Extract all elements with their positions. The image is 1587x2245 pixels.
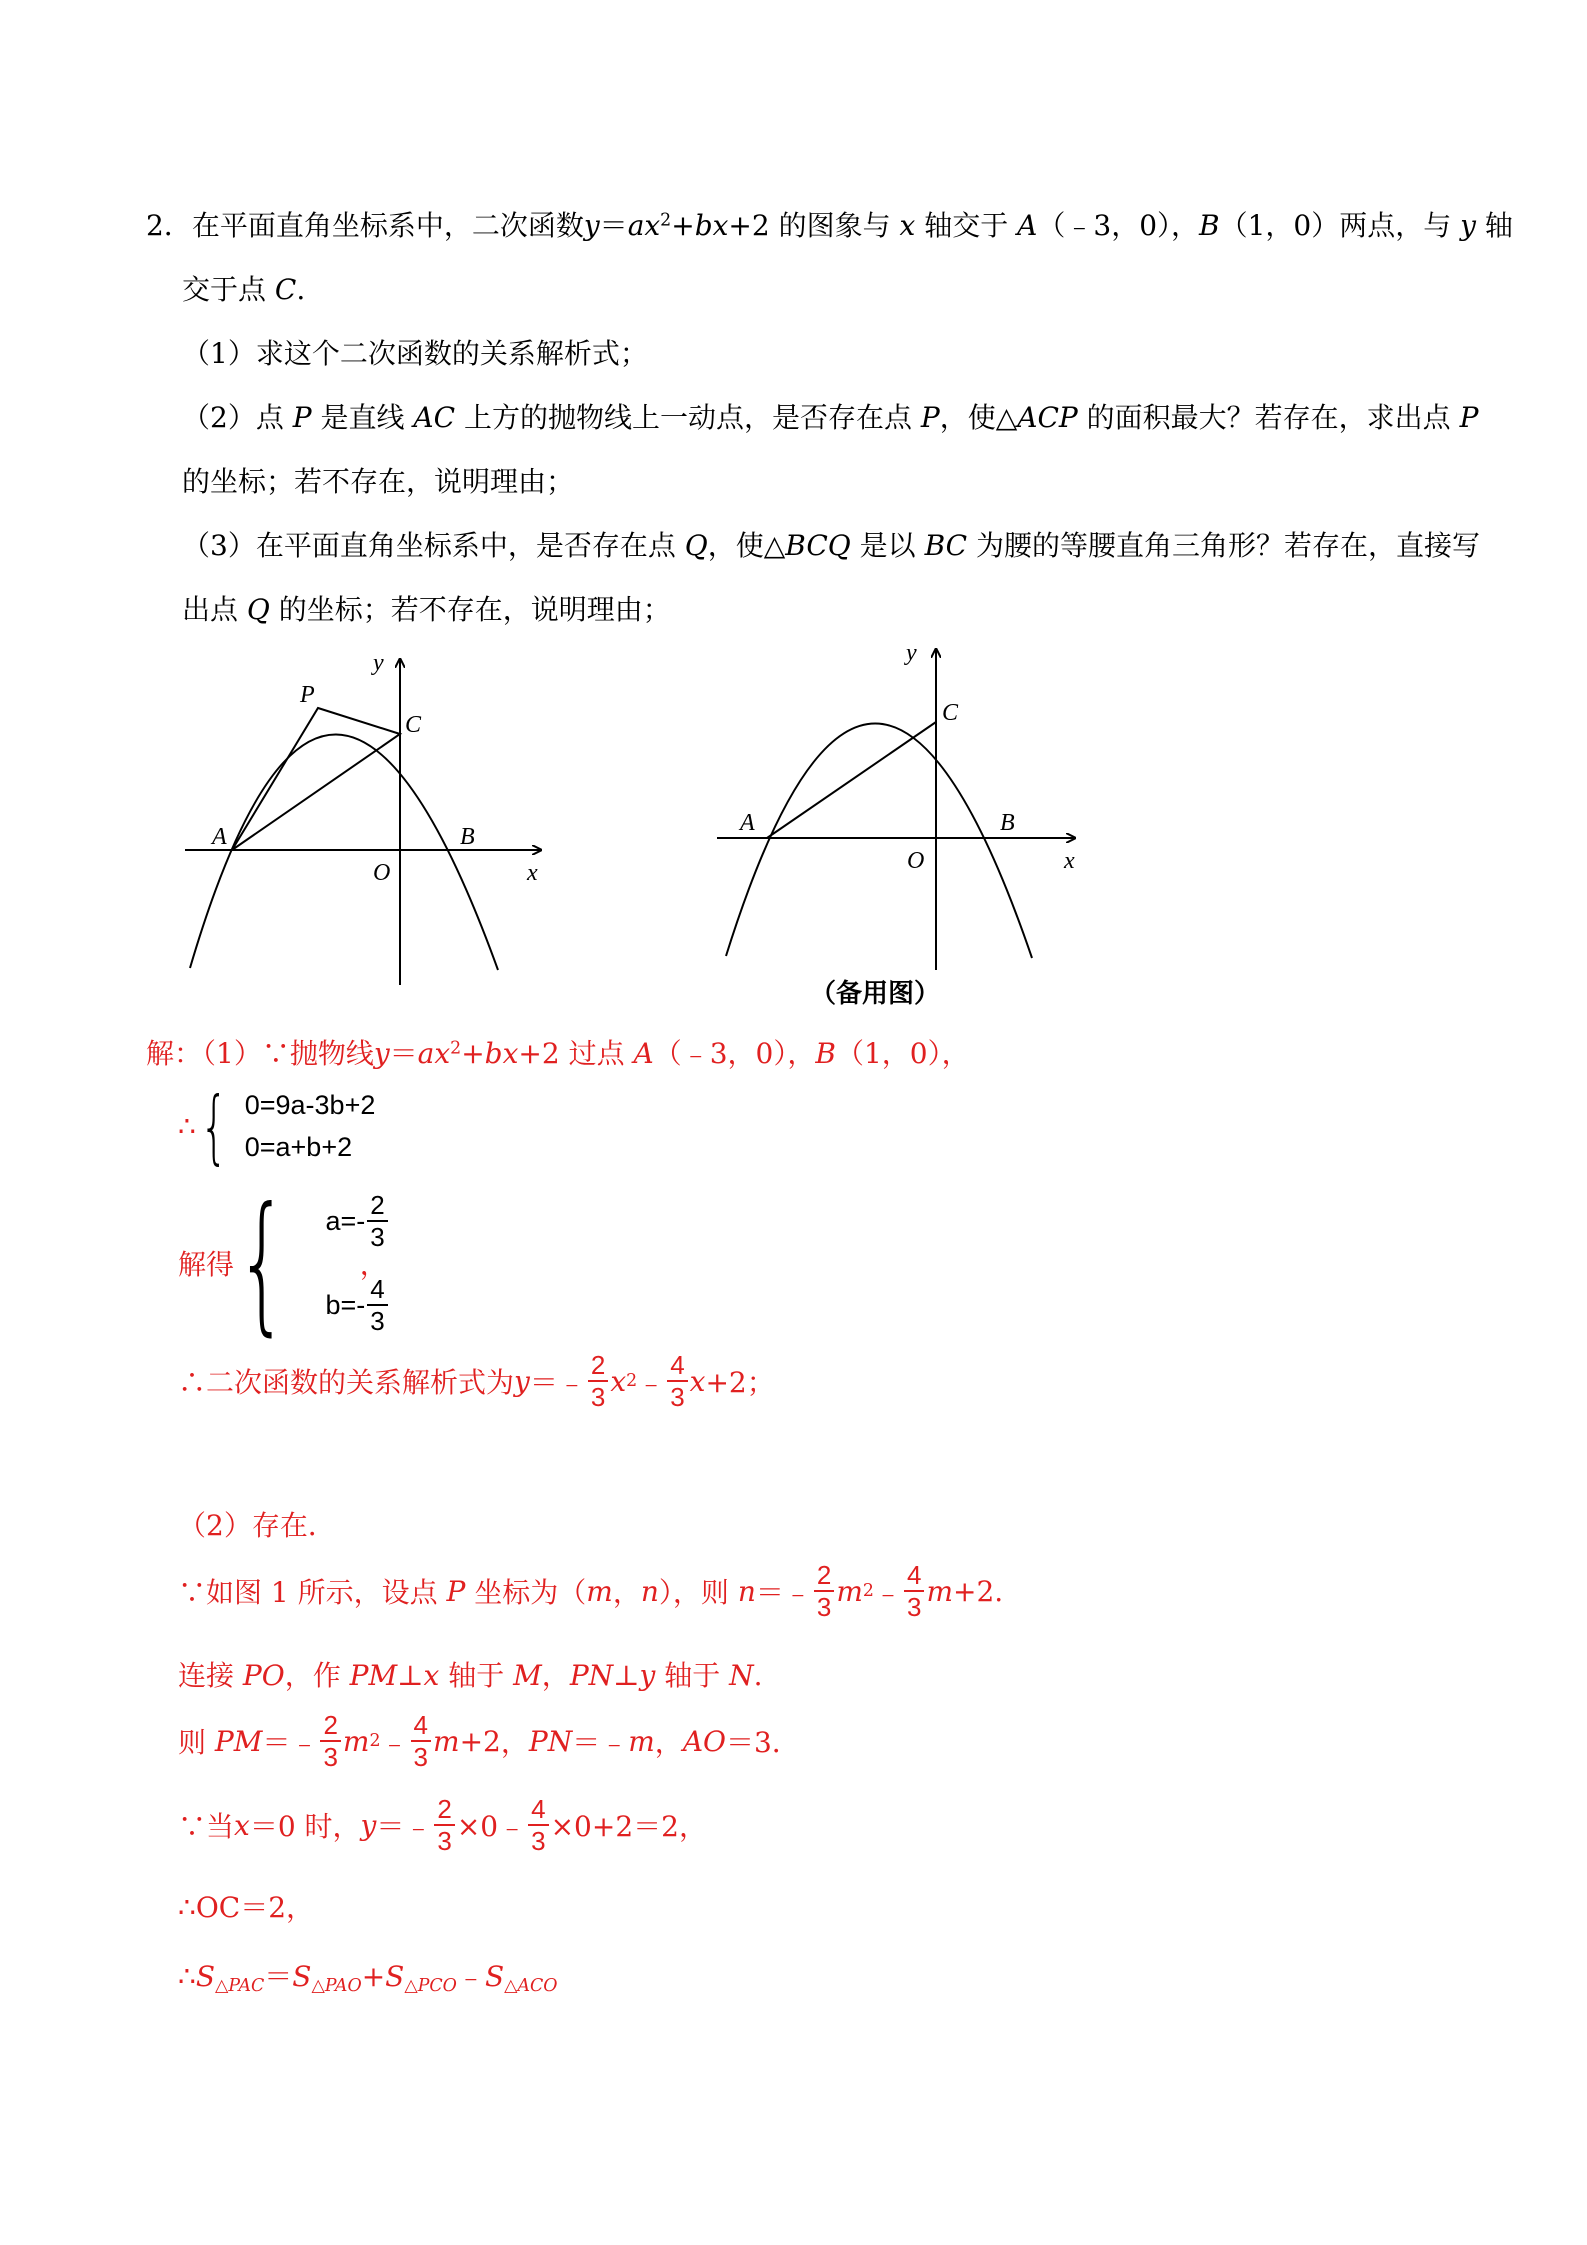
- label-o: O: [907, 848, 925, 874]
- solution-x-zero: ∵当 x ＝0 时， y ＝﹣ $\frac{2}{3}$ ×0﹣ $\frac{4}{3}$ ×0+2＝2，: [178, 1794, 707, 1856]
- figure-2: [712, 640, 1092, 1020]
- solution-area-formula: $\therefore S_{\triangle PAC}=S_{\triangle PAO}+S_{\triangle PCO}﹣S_{\triangle ACO}$: [178, 1960, 558, 1997]
- label-x: x: [1064, 848, 1075, 874]
- solution-values: 解得 { a=‑ $\frac{2}{3}$ b=‑ $\frac{4}{3}$ ，: [178, 1176, 388, 1350]
- solution-line-1: 解：（1）∵抛物线$y=ax^2+bx+2$ 过点 A（﹣3，0），B（1，0），: [146, 1037, 970, 1070]
- label-a: A: [212, 824, 227, 850]
- label-y: y: [373, 650, 384, 676]
- label-p: P: [300, 682, 315, 708]
- figure-1: [180, 640, 560, 990]
- figure-caption: （备用图）: [810, 979, 941, 1009]
- solution-connect-po: 连接 PO，作 PM⊥x 轴于 M，PN⊥y 轴于 N.: [178, 1659, 763, 1692]
- solution-p-coordinates: ∵如图 1 所示，设点 P 坐标为（ m ， n ），则 n ＝﹣ $\frac{2}{3}$ m 2 ﹣ $\frac{4}{3}$ m +2.: [178, 1560, 1004, 1622]
- label-c: C: [405, 712, 422, 738]
- label-o: O: [373, 860, 391, 886]
- parabola-curve: [190, 734, 498, 970]
- result-expression: ∴二次函数的关系解析式为 y ＝﹣ $\frac{2}{3}$ x 2 ﹣ $\frac{4}{3}$ x +2；: [178, 1350, 775, 1412]
- problem-number: 2．: [146, 209, 192, 242]
- solution-oc: ∴OC＝2，: [178, 1891, 315, 1924]
- segment-ac: [767, 722, 936, 838]
- solve-label: 解得: [178, 1248, 235, 1281]
- fraction-a: $\frac{2}{3}$: [367, 1190, 387, 1252]
- label-x: x: [527, 860, 538, 886]
- parabola-curve: [726, 723, 1032, 958]
- question-3-line-2: 出点 Q 的坐标；若不存在，说明理由；: [182, 593, 671, 626]
- triangle-apc: [232, 708, 400, 850]
- label-y: y: [906, 640, 917, 666]
- label-a: A: [740, 810, 755, 836]
- problem-line-1: 2．在平面直角坐标系中，二次函数$y=ax^2+bx+2$ 的图象与 x 轴交于 A（﹣3，0），B（1，0）两点，与 y 轴: [146, 209, 1513, 242]
- question-1: （1）求这个二次函数的关系解析式；: [182, 337, 648, 370]
- equation-1: 0=9a‑3b+2: [244, 1090, 376, 1120]
- question-2-line-2: 的坐标；若不存在，说明理由；: [182, 465, 575, 498]
- problem-line-2: 交于点 C.: [182, 273, 306, 306]
- equation-system: ∴ { 0=9a‑3b+2 0=a+b+2: [178, 1080, 376, 1173]
- therefore-symbol: ∴: [178, 1110, 196, 1143]
- equation-2: 0=a+b+2: [244, 1132, 353, 1162]
- fraction-b: $\frac{4}{3}$: [367, 1274, 387, 1336]
- solution-pm-pn: 则 PM ＝﹣ $\frac{2}{3}$ m 2 ﹣ $\frac{4}{3}$ m +2 ， PN ＝﹣ m ， AO ＝3．: [178, 1710, 800, 1772]
- label-b: B: [1000, 810, 1015, 836]
- label-c: C: [942, 700, 959, 726]
- part-2-heading: （2）存在．: [178, 1509, 336, 1542]
- question-2: （2）点 P 是直线 AC 上方的抛物线上一动点，是否存在点 P，使△ACP 的面积最大？若存在，求出点 P: [182, 401, 1479, 434]
- question-3: （3）在平面直角坐标系中，是否存在点 Q，使△BCQ 是以 BC 为腰的等腰直角三角形？若存在，直接写: [182, 529, 1481, 562]
- label-b: B: [460, 824, 475, 850]
